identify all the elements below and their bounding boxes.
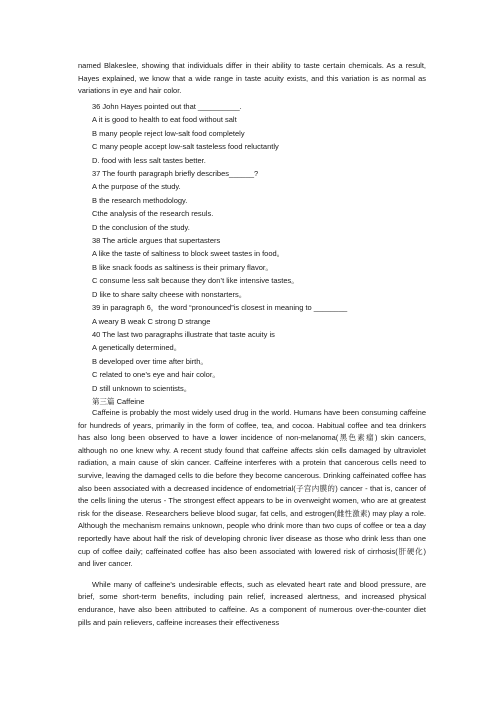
- question-36-option-d: D. food with less salt tastes better.: [92, 155, 206, 165]
- intro-block: [78, 60, 426, 98]
- question-39-options: A weary B weak C strong D strange: [92, 316, 211, 326]
- question-40-option-d: D still unknown to scientists。: [92, 383, 192, 393]
- question-38-stem: 38 The article argues that supertasters: [92, 236, 221, 246]
- questions-block: [78, 100, 426, 408]
- paragraph-spacer: [78, 571, 426, 579]
- question-37-option-d: D the conclusion of the study.: [92, 222, 190, 232]
- question-37-option-a: A the purpose of the study.: [92, 182, 181, 192]
- question-40-option-b: B developed over time after birth。: [92, 356, 208, 366]
- question-38-option-b: B like snack foods as saltiness is their primary flavor。: [92, 262, 273, 272]
- intro-paragraph: named Blakeslee, showing that individuals differ in their ability to taste certain chemicals. As a result, Hayes explained, we know that a wide range in taste acuity exists, and this variation is as normal as variations in eye and hair color.: [78, 61, 426, 96]
- caffeine-paragraph-2: While many of caffeine's undesirable effects, such as elevated heart rate and blood pressure, are brief, some short-term benefits, including pain relief, increased alertness, and increased physical endurance, have also been attributed to caffeine. As a component of numerous over-the-counter diet pills and pain relievers, caffeine increases their effectiveness: [78, 579, 426, 627]
- caffeine-paragraph-1: Caffeine is probably the most widely used drug in the world. Humans have been consuming caffeine for hundreds of years, primarily in the form of coffee, tea, and cocoa. Habitual coffee and tea drinkers has also long been observed to have a lower incidence of non-melanoma(黑色素瘤) skin cancers, although no one knew why. A recent study found that caffeine affects skin cells damaged by ultraviolet radiation, a main cause of skin cancer. Caffeine interferes with a protein that cancerous cells need to survive, leaving the damaged cells to die before they become cancerous. Drinking caffeinated coffee has also been associated with a decreased incidence of endometrial(子宫内膜的) cancer - that is, cancer of the cells lining the uterus - The strongest effect appears to be in overweight women, who are at greatest risk for the disease. Researchers believe blood sugar, fat cells, and estrogen(雌性激素) may play a role. Although the mechanism remains unknown, people who drink more than two cups of coffee or tea a day reportedly have about half the risk of developing chronic liver disease as those who drink less than one cup of coffee daily; caffeinated coffee has also been associated with lowered risk of cirrhosis(肝硬化) and liver cancer.: [78, 408, 426, 569]
- question-39-stem: 39 in paragraph 6，the word “pronounced”is closest in meaning to ________: [92, 303, 348, 313]
- question-36-option-a: A it is good to health to eat food without salt: [92, 115, 237, 125]
- question-36-stem: 36 John Hayes pointed out that __________.: [92, 102, 242, 111]
- question-38-option-a: A like the taste of saltiness to block sweet tastes in food。: [92, 249, 285, 259]
- question-37-stem: 37 The fourth paragraph briefly describes______?: [92, 169, 259, 179]
- question-40-stem: 40 The last two paragraphs illustrate that taste acuity is: [92, 329, 275, 339]
- question-36-option-c: C many people accept low-salt tasteless food reluctantly: [92, 142, 279, 152]
- question-37-option-c: Cthe analysis of the research resuls.: [92, 209, 214, 219]
- question-38-option-d: D like to share salty cheese with nonstarters。: [92, 289, 247, 299]
- question-38-option-c: C consume less salt because they don’t like intensive tastes。: [92, 276, 299, 286]
- question-36-option-b: B many people reject low-salt food completely: [92, 128, 245, 138]
- question-40-option-c: C related to one’s eye and hair color。: [92, 370, 220, 380]
- section-heading: 第三篇 Caffeine: [92, 396, 145, 406]
- question-37-option-b: B the research methodology.: [92, 195, 188, 205]
- caffeine-article: [78, 407, 426, 629]
- question-40-option-a: A genetically determined。: [92, 343, 182, 353]
